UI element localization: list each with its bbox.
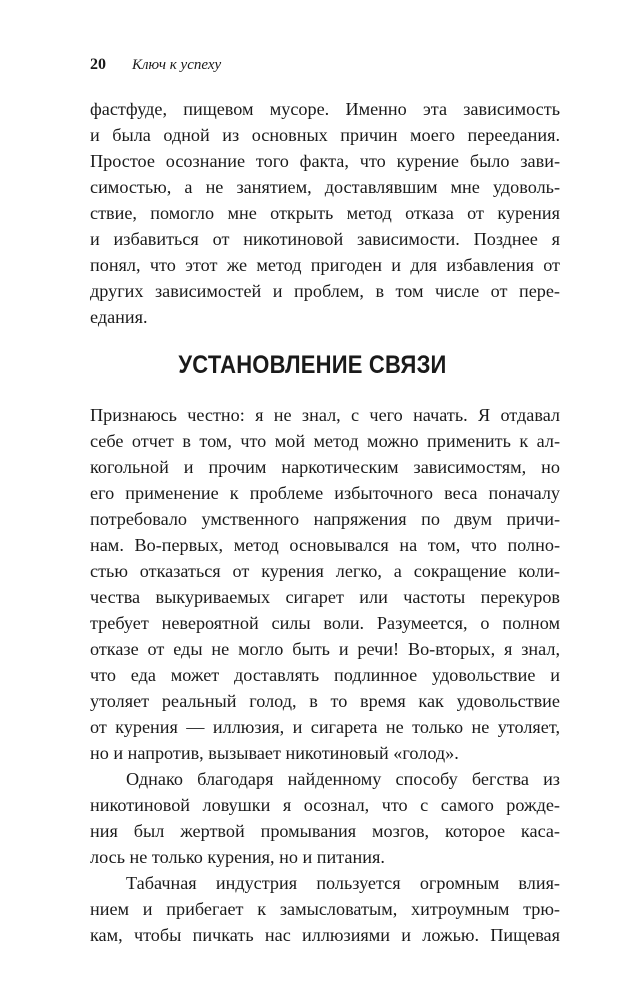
text-line: ствие, помогло мне открыть метод отказа от курения bbox=[90, 203, 560, 223]
running-title: Ключ к успеху bbox=[132, 57, 222, 73]
paragraph-intro bbox=[90, 96, 560, 330]
section-body bbox=[90, 402, 560, 948]
text-line: потребовало умственного напряжения по двум причи- bbox=[90, 509, 560, 529]
text-line: отказе от еды не могло быть и речи! Во-вторых, я знал, bbox=[90, 639, 560, 659]
text-line: никотиновой ловушки я осознал, что с самого рожде- bbox=[90, 795, 560, 815]
text-line: от курения — иллюзия, и сигарета не только не утоляет, bbox=[90, 717, 560, 737]
text-line: утоляет реальный голод, в то время как удовольствие bbox=[90, 691, 560, 711]
text-line: его применение к проблеме избыточного веса поначалу bbox=[90, 483, 560, 503]
page-number: 20 bbox=[90, 56, 106, 73]
text-line: требует невероятной силы воли. Разумеется, о полном bbox=[90, 613, 560, 633]
text-line: что еда может доставлять подлинное удовольствие и bbox=[90, 665, 560, 685]
text-line: Простое осознание того факта, что курение было зави- bbox=[90, 151, 560, 171]
text-line: себе отчет в том, что мой метод можно применить к ал- bbox=[90, 431, 560, 451]
text-line: Однако благодаря найденному способу бегства из bbox=[126, 769, 560, 789]
text-line: чества выкуриваемых сигарет или частоты перекуров bbox=[90, 587, 560, 607]
section-heading: УСТАНОВЛЕНИЕ СВЯЗИ bbox=[178, 350, 447, 379]
text-line: и была одной из основных причин моего переедания. bbox=[90, 125, 560, 145]
text-line: других зависимостей и проблем, в том числе от пере- bbox=[90, 281, 560, 301]
text-line: понял, что этот же метод пригоден и для избавления от bbox=[90, 255, 560, 275]
text-line: когольной и прочим наркотическим зависимостям, но bbox=[90, 457, 560, 477]
text-line: но и напротив, вызывает никотиновый «голод». bbox=[90, 743, 459, 763]
text-line: и избавиться от никотиновой зависимости. Позднее я bbox=[90, 229, 560, 249]
text-line: симостью, а не занятием, доставлявшим мне удоволь- bbox=[90, 177, 560, 197]
text-line: лось не только курения, но и питания. bbox=[90, 847, 385, 867]
text-line: кам, чтобы пичкать нас иллюзиями и ложью. Пищевая bbox=[90, 925, 560, 945]
text-line: стью отказаться от курения легко, а сокращение коли- bbox=[90, 561, 560, 581]
text-line: нием и прибегает к замысловатым, хитроумным трю- bbox=[90, 899, 560, 919]
text-line: Признаюсь честно: я не знал, с чего начать. Я отдавал bbox=[90, 405, 560, 425]
text-line: Табачная индустрия пользуется огромным влия- bbox=[126, 873, 560, 893]
text-line: едания. bbox=[90, 307, 148, 327]
running-head bbox=[90, 56, 221, 80]
text-line: нам. Во-первых, метод основывался на том, что полно- bbox=[90, 535, 560, 555]
text-line: фастфуде, пищевом мусоре. Именно эта зависимость bbox=[90, 99, 560, 119]
text-line: ния был жертвой промывания мозгов, которое каса- bbox=[90, 821, 560, 841]
